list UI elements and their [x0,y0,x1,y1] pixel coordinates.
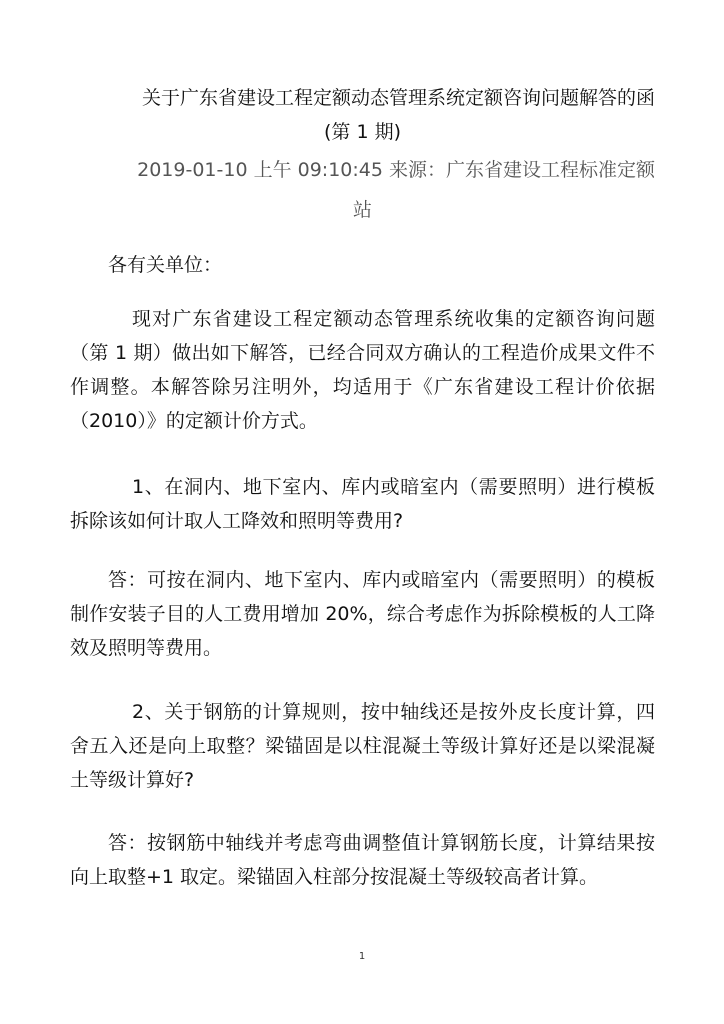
intro-paragraph: 现对广东省建设工程定额动态管理系统收集的定额咨询问题（第 1 期）做出如下解答，已经合同双方确认的工程造价成果文件不作调整。本解答除另注明外，均适用于《广东省建设工程计价依据（2010）》的定额计价方式。 [70,308,655,432]
salutation: 各有关单位： [108,254,223,276]
question-2: 2、关于钢筋的计算规则，按中轴线还是按外皮长度计算，四舍五入还是向上取整？梁锚固是以柱混凝土等级计算好还是以梁混凝土等级计算好? [70,701,655,791]
document-title-line-1: 关于广东省建设工程定额动态管理系统定额咨询问题解答的函 [141,87,655,109]
answer-2: 答：按钢筋中轴线并考虑弯曲调整值计算钢筋长度，计算结果按向上取整+1 取定。梁锚固入柱部分按混凝土等级较高者计算。 [70,832,655,888]
document-title-line-2: (第 1 期) [324,121,401,143]
answer-1: 答：可按在洞内、地下室内、库内或暗室内（需要照明）的模板制作安装子目的人工费用增加 20%，综合考虑作为拆除模板的人工降效及照明等费用。 [70,569,655,659]
publish-meta-line-2: 站 [352,199,372,221]
publish-meta-line-1: 2019-01-10 上午 09:10:45 来源：广东省建设工程标准定额 [137,159,655,181]
question-1: 1、在洞内、地下室内、库内或暗室内（需要照明）进行模板拆除该如何计取人工降效和照明等费用? [70,476,655,532]
page-number: 1 [358,951,366,962]
